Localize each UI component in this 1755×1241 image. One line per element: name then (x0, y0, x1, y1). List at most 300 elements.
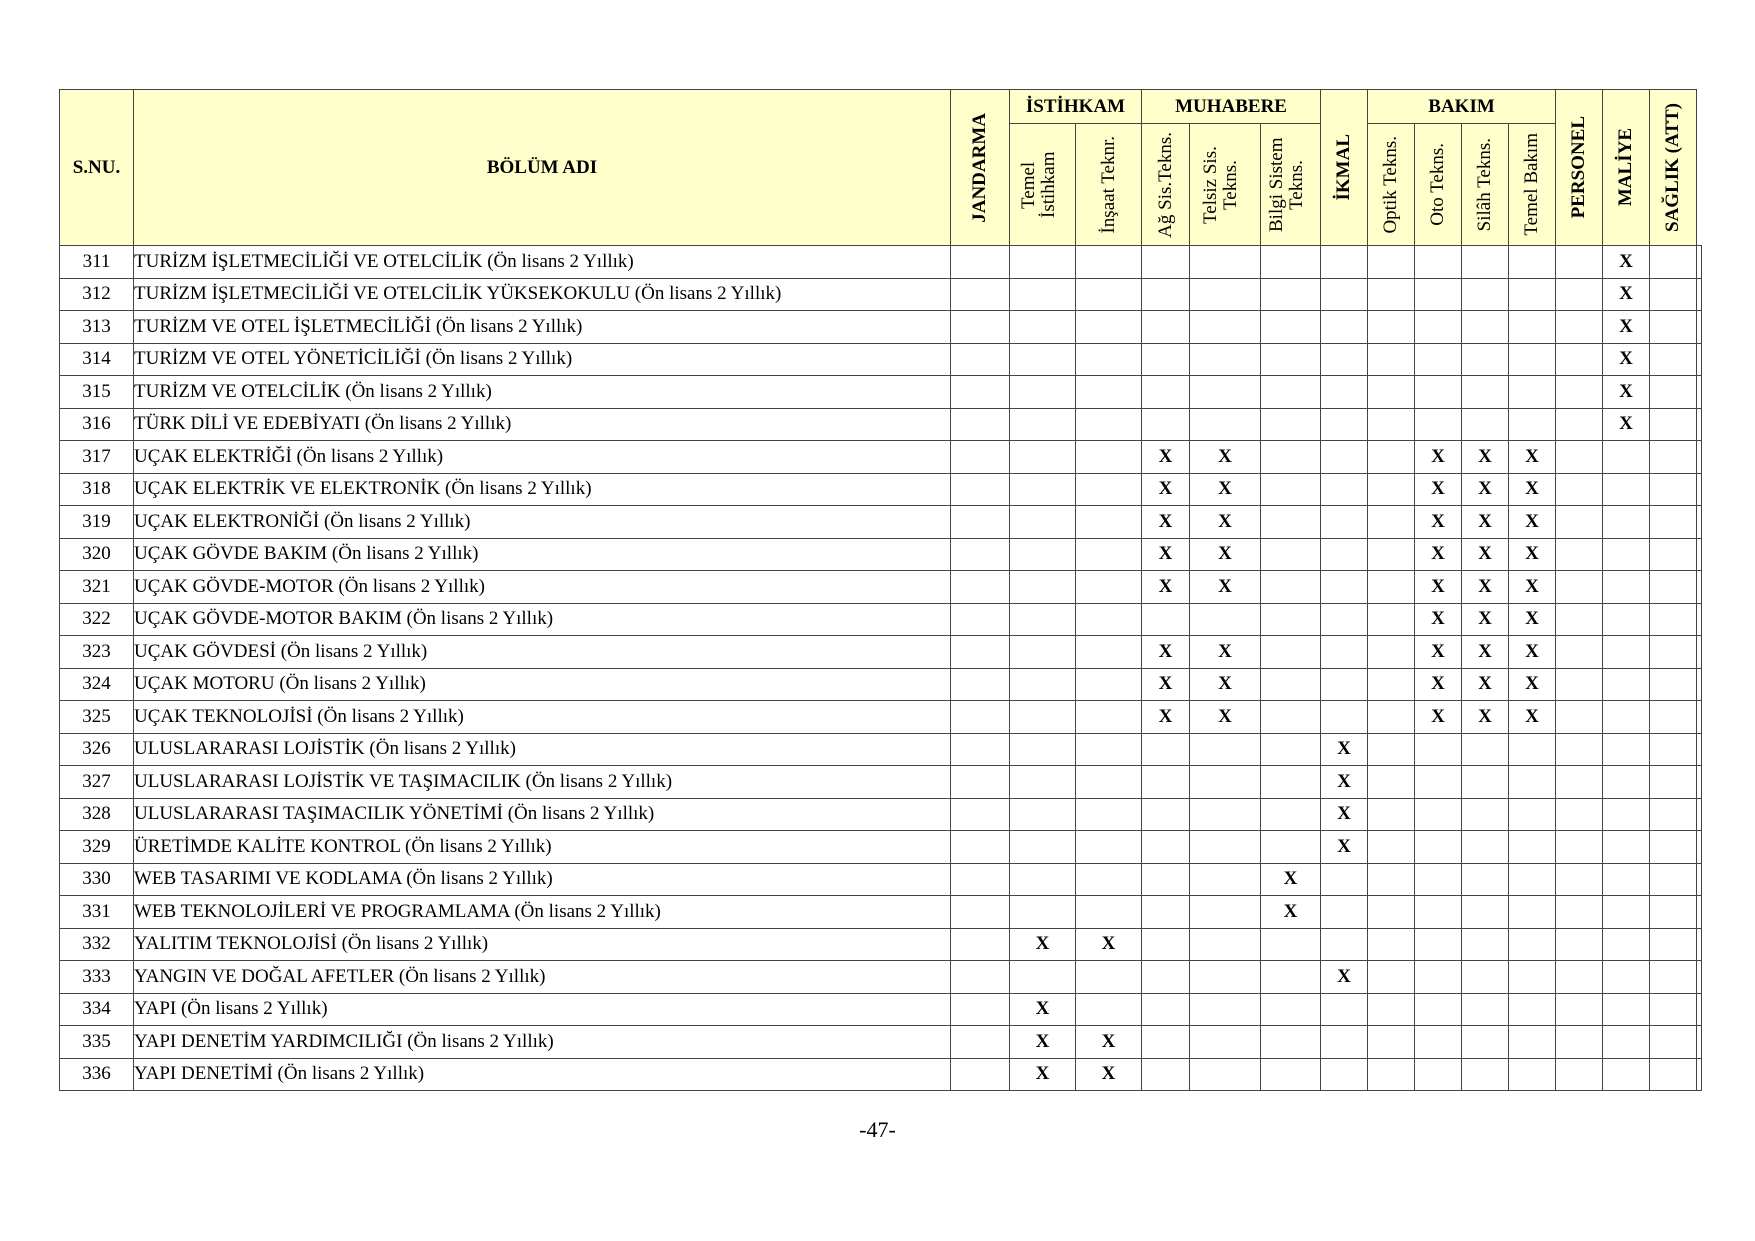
mark-cell (1010, 538, 1076, 571)
mark-cell (1076, 311, 1142, 344)
mark-cell (1697, 278, 1702, 311)
mark-cell (1603, 506, 1650, 539)
mark-cell (1509, 831, 1556, 864)
row-number: 323 (60, 636, 134, 669)
mark-cell (1650, 636, 1697, 669)
mark-cell (1556, 928, 1603, 961)
mark-cell (1650, 798, 1697, 831)
mark-cell (1556, 798, 1603, 831)
mark-cell (1321, 311, 1368, 344)
mark-cell (1076, 636, 1142, 669)
department-name: UÇAK GÖVDE-MOTOR (Ön lisans 2 Yıllık) (134, 571, 951, 604)
mark-cell (1368, 961, 1415, 994)
mark-cell: X (1462, 603, 1509, 636)
mark-cell (1368, 473, 1415, 506)
mark-cell (1010, 766, 1076, 799)
mark-cell (1603, 1058, 1650, 1091)
mark-cell (1190, 896, 1261, 929)
mark-cell: X (1415, 441, 1462, 474)
mark-cell: X (1190, 538, 1261, 571)
row-number: 332 (60, 928, 134, 961)
mark-cell (951, 441, 1010, 474)
mark-cell (1368, 278, 1415, 311)
row-number: 316 (60, 408, 134, 441)
mark-cell (1556, 311, 1603, 344)
mark-cell (1603, 961, 1650, 994)
mark-cell (1261, 441, 1321, 474)
mark-cell: X (1010, 1058, 1076, 1091)
department-name: ULUSLARARASI LOJİSTİK VE TAŞIMACILIK (Ön lisans 2 Yıllık) (134, 766, 951, 799)
mark-cell (1415, 1026, 1462, 1059)
mark-cell (1076, 896, 1142, 929)
header-silah: Silâh Tekns. (1462, 124, 1509, 246)
mark-cell (1261, 603, 1321, 636)
row-number: 326 (60, 733, 134, 766)
mark-cell: X (1509, 668, 1556, 701)
mark-cell (1462, 376, 1509, 409)
mark-cell (1697, 831, 1702, 864)
mark-cell (1190, 343, 1261, 376)
mark-cell (1010, 733, 1076, 766)
mark-cell: X (1321, 766, 1368, 799)
mark-cell (1603, 603, 1650, 636)
mark-cell (1650, 376, 1697, 409)
table-row (60, 766, 1702, 799)
mark-cell (1697, 896, 1702, 929)
mark-cell: X (1603, 246, 1650, 279)
mark-cell (1697, 993, 1702, 1026)
mark-cell: X (1603, 376, 1650, 409)
mark-cell: X (1190, 506, 1261, 539)
table-body (60, 246, 1702, 1091)
mark-cell: X (1603, 408, 1650, 441)
department-name: ÜRETİMDE KALİTE KONTROL (Ön lisans 2 Yıllık) (134, 831, 951, 864)
mark-cell (1462, 278, 1509, 311)
mark-cell (1321, 571, 1368, 604)
table-row (60, 961, 1702, 994)
row-number: 336 (60, 1058, 134, 1091)
mark-cell (1462, 408, 1509, 441)
mark-cell (1190, 733, 1261, 766)
mark-cell (1321, 993, 1368, 1026)
mark-cell (951, 636, 1010, 669)
mark-cell (951, 668, 1010, 701)
mark-cell (1556, 278, 1603, 311)
mark-cell (1415, 376, 1462, 409)
mark-cell: X (1415, 636, 1462, 669)
row-number: 311 (60, 246, 134, 279)
mark-cell (1509, 343, 1556, 376)
row-number: 331 (60, 896, 134, 929)
mark-cell (1603, 441, 1650, 474)
mark-cell (1368, 506, 1415, 539)
department-name: YAPI DENETİMİ (Ön lisans 2 Yıllık) (134, 1058, 951, 1091)
mark-cell: X (1462, 538, 1509, 571)
mark-cell (1261, 311, 1321, 344)
mark-cell: X (1010, 1026, 1076, 1059)
mark-cell (1368, 376, 1415, 409)
mark-cell (1368, 343, 1415, 376)
mark-cell (1076, 246, 1142, 279)
mark-cell (1697, 701, 1702, 734)
mark-cell (1697, 798, 1702, 831)
mark-cell: X (1603, 278, 1650, 311)
mark-cell (1509, 408, 1556, 441)
mark-cell (1190, 928, 1261, 961)
mark-cell (1650, 733, 1697, 766)
mark-cell (1650, 278, 1697, 311)
mark-cell (1321, 278, 1368, 311)
mark-cell (1415, 311, 1462, 344)
table-row (60, 896, 1702, 929)
mark-cell: X (1142, 701, 1190, 734)
header-temel-istihkam: Temel İstihkam (1010, 124, 1076, 246)
mark-cell (1261, 831, 1321, 864)
mark-cell: X (1321, 961, 1368, 994)
mark-cell (1076, 603, 1142, 636)
mark-cell (1261, 993, 1321, 1026)
table-row (60, 668, 1702, 701)
mark-cell (1603, 636, 1650, 669)
table-row (60, 506, 1702, 539)
mark-cell (1142, 603, 1190, 636)
table-row (60, 1026, 1702, 1059)
department-name: TURİZM VE OTELCİLİK (Ön lisans 2 Yıllık) (134, 376, 951, 409)
mark-cell (1076, 376, 1142, 409)
mark-cell (1261, 246, 1321, 279)
mark-cell (1142, 831, 1190, 864)
mark-cell: X (1190, 701, 1261, 734)
mark-cell (1076, 766, 1142, 799)
mark-cell: X (1509, 603, 1556, 636)
header-temel-bakim: Temel Bakım (1509, 124, 1556, 246)
mark-cell: X (1190, 571, 1261, 604)
mark-cell (1697, 538, 1702, 571)
row-number: 324 (60, 668, 134, 701)
table-row (60, 701, 1702, 734)
mark-cell (1462, 993, 1509, 1026)
row-number: 321 (60, 571, 134, 604)
mark-cell (1368, 538, 1415, 571)
mark-cell (1462, 1058, 1509, 1091)
mark-cell (1697, 733, 1702, 766)
mark-cell (1650, 1058, 1697, 1091)
mark-cell (1697, 603, 1702, 636)
mark-cell (1697, 928, 1702, 961)
row-number: 317 (60, 441, 134, 474)
mark-cell (1368, 896, 1415, 929)
header-muhabere: MUHABERE (1142, 90, 1321, 124)
mark-cell (1076, 278, 1142, 311)
mark-cell (1415, 278, 1462, 311)
mark-cell (1462, 863, 1509, 896)
mark-cell (951, 603, 1010, 636)
mark-cell (1650, 863, 1697, 896)
mark-cell: X (1462, 506, 1509, 539)
table-row (60, 376, 1702, 409)
mark-cell (1415, 246, 1462, 279)
mark-cell (1321, 896, 1368, 929)
mark-cell (1650, 1026, 1697, 1059)
mark-cell (1261, 928, 1321, 961)
mark-cell (1650, 538, 1697, 571)
mark-cell (1697, 863, 1702, 896)
mark-cell (1650, 603, 1697, 636)
mark-cell (1190, 798, 1261, 831)
mark-cell (1261, 538, 1321, 571)
mark-cell (1603, 831, 1650, 864)
mark-cell (1603, 766, 1650, 799)
header-ikmal: İKMAL (1321, 90, 1368, 246)
mark-cell (1650, 441, 1697, 474)
department-name: ULUSLARARASI TAŞIMACILIK YÖNETİMİ (Ön lisans 2 Yıllık) (134, 798, 951, 831)
mark-cell: X (1603, 311, 1650, 344)
department-name: UÇAK ELEKTRONİĞİ (Ön lisans 2 Yıllık) (134, 506, 951, 539)
mark-cell (1010, 701, 1076, 734)
mark-cell: X (1462, 571, 1509, 604)
mark-cell (1415, 831, 1462, 864)
mark-cell: X (1509, 506, 1556, 539)
mark-cell (1010, 603, 1076, 636)
mark-cell (1321, 1058, 1368, 1091)
mark-cell: X (1321, 831, 1368, 864)
mark-cell (1603, 993, 1650, 1026)
mark-cell (1556, 246, 1603, 279)
mark-cell (1368, 928, 1415, 961)
mark-cell (1010, 441, 1076, 474)
mark-cell (951, 863, 1010, 896)
mark-cell (1603, 1026, 1650, 1059)
mark-cell (1190, 278, 1261, 311)
mark-cell (1650, 961, 1697, 994)
mark-cell (1261, 343, 1321, 376)
table-row (60, 441, 1702, 474)
mark-cell: X (1509, 538, 1556, 571)
table-row (60, 538, 1702, 571)
mark-cell (1603, 473, 1650, 506)
mark-cell (1076, 538, 1142, 571)
mark-cell (951, 1058, 1010, 1091)
mark-cell (1321, 863, 1368, 896)
header-bakim: BAKIM (1368, 90, 1556, 124)
mark-cell (951, 408, 1010, 441)
header-oto: Oto Tekns. (1415, 124, 1462, 246)
mark-cell (1556, 376, 1603, 409)
mark-cell (951, 831, 1010, 864)
mark-cell (1261, 701, 1321, 734)
header-jandarma: JANDARMA (951, 90, 1010, 246)
mark-cell (1321, 928, 1368, 961)
mark-cell (1261, 636, 1321, 669)
mark-cell (1368, 863, 1415, 896)
mark-cell (1556, 1058, 1603, 1091)
mark-cell (1010, 311, 1076, 344)
mark-cell (951, 343, 1010, 376)
mark-cell (1142, 278, 1190, 311)
mark-cell: X (1415, 571, 1462, 604)
header-personel: PERSONEL (1556, 90, 1603, 246)
mark-cell (951, 896, 1010, 929)
mark-cell: X (1509, 701, 1556, 734)
mark-cell (1603, 863, 1650, 896)
mark-cell (1142, 246, 1190, 279)
mark-cell: X (1321, 798, 1368, 831)
table-row (60, 408, 1702, 441)
mark-cell (1142, 993, 1190, 1026)
table-row (60, 246, 1702, 279)
mark-cell (1697, 311, 1702, 344)
mark-cell (1697, 408, 1702, 441)
mark-cell (1415, 993, 1462, 1026)
mark-cell (1697, 961, 1702, 994)
mark-cell (1415, 408, 1462, 441)
mark-cell (1368, 636, 1415, 669)
mark-cell (1076, 473, 1142, 506)
header-telsiz: Telsiz Sis. Tekns. (1190, 124, 1261, 246)
mark-cell (1190, 1026, 1261, 1059)
mark-cell (1697, 1026, 1702, 1059)
department-name: UÇAK GÖVDE-MOTOR BAKIM (Ön lisans 2 Yıllık) (134, 603, 951, 636)
header-name: BÖLÜM ADI (134, 90, 951, 246)
row-number: 335 (60, 1026, 134, 1059)
mark-cell (1142, 928, 1190, 961)
mark-cell (1556, 961, 1603, 994)
mark-cell (1321, 668, 1368, 701)
mark-cell (1010, 863, 1076, 896)
mark-cell (951, 961, 1010, 994)
table-row (60, 343, 1702, 376)
mark-cell (1368, 831, 1415, 864)
mark-cell (1462, 766, 1509, 799)
table-row (60, 636, 1702, 669)
mark-cell (1368, 798, 1415, 831)
table-row (60, 473, 1702, 506)
mark-cell: X (1261, 896, 1321, 929)
mark-cell: X (1462, 701, 1509, 734)
department-name: UÇAK MOTORU (Ön lisans 2 Yıllık) (134, 668, 951, 701)
mark-cell (1076, 408, 1142, 441)
mark-cell (1368, 441, 1415, 474)
mark-cell (1556, 831, 1603, 864)
mark-cell (1368, 993, 1415, 1026)
mark-cell (1321, 376, 1368, 409)
mark-cell (1321, 408, 1368, 441)
mark-cell (1556, 473, 1603, 506)
mark-cell (1415, 733, 1462, 766)
mark-cell (1462, 928, 1509, 961)
mark-cell (1368, 668, 1415, 701)
department-name: TURİZM İŞLETMECİLİĞİ VE OTELCİLİK YÜKSEKOKULU (Ön lisans 2 Yıllık) (134, 278, 951, 311)
mark-cell (1010, 636, 1076, 669)
mark-cell (951, 278, 1010, 311)
table-row (60, 993, 1702, 1026)
mark-cell (1462, 896, 1509, 929)
mark-cell (1190, 246, 1261, 279)
mark-cell (1462, 246, 1509, 279)
mark-cell (1190, 603, 1261, 636)
table-row (60, 863, 1702, 896)
mark-cell (1415, 863, 1462, 896)
mark-cell (1010, 506, 1076, 539)
mark-cell (1321, 441, 1368, 474)
mark-cell (1556, 668, 1603, 701)
mark-cell (1261, 408, 1321, 441)
mark-cell (1142, 343, 1190, 376)
mark-cell (1261, 1026, 1321, 1059)
mark-cell (1603, 571, 1650, 604)
mark-cell (1010, 246, 1076, 279)
mark-cell (1509, 993, 1556, 1026)
mark-cell (1509, 896, 1556, 929)
mark-cell (1368, 1026, 1415, 1059)
mark-cell (1697, 246, 1702, 279)
mark-cell (1142, 311, 1190, 344)
mark-cell (1509, 863, 1556, 896)
mark-cell (1190, 831, 1261, 864)
mark-cell (1076, 343, 1142, 376)
mark-cell (1261, 473, 1321, 506)
mark-cell (1261, 506, 1321, 539)
mark-cell (1509, 733, 1556, 766)
mark-cell (1556, 766, 1603, 799)
mark-cell (1603, 733, 1650, 766)
mark-cell: X (1415, 538, 1462, 571)
mark-cell (1509, 766, 1556, 799)
mark-cell (1010, 343, 1076, 376)
mark-cell: X (1190, 636, 1261, 669)
mark-cell (1368, 766, 1415, 799)
mark-cell (1650, 506, 1697, 539)
department-name: UÇAK GÖVDESİ (Ön lisans 2 Yıllık) (134, 636, 951, 669)
mark-cell (1415, 1058, 1462, 1091)
mark-cell (1556, 506, 1603, 539)
mark-cell: X (1415, 701, 1462, 734)
mark-cell (1415, 961, 1462, 994)
department-name: ULUSLARARASI LOJİSTİK (Ön lisans 2 Yıllık) (134, 733, 951, 766)
header-snu: S.NU. (60, 90, 134, 246)
row-number: 319 (60, 506, 134, 539)
department-name: TURİZM VE OTEL İŞLETMECİLİĞİ (Ön lisans 2 Yıllık) (134, 311, 951, 344)
mark-cell (1321, 603, 1368, 636)
mark-cell (951, 311, 1010, 344)
mark-cell (1142, 733, 1190, 766)
mark-cell: X (1142, 668, 1190, 701)
mark-cell (1190, 993, 1261, 1026)
table-row (60, 1058, 1702, 1091)
mark-cell (1010, 376, 1076, 409)
mark-cell (1556, 538, 1603, 571)
row-number: 325 (60, 701, 134, 734)
mark-cell (1190, 961, 1261, 994)
mark-cell (1509, 928, 1556, 961)
mark-cell (1190, 311, 1261, 344)
mark-cell (1509, 376, 1556, 409)
mark-cell (1556, 408, 1603, 441)
department-name: YALITIM TEKNOLOJİSİ (Ön lisans 2 Yıllık) (134, 928, 951, 961)
row-number: 318 (60, 473, 134, 506)
mark-cell: X (1462, 441, 1509, 474)
mark-cell (1603, 701, 1650, 734)
header-ag-sis: Ağ Sis.Tekns. (1142, 124, 1190, 246)
mark-cell (1556, 863, 1603, 896)
mark-cell: X (1142, 506, 1190, 539)
mark-cell (1142, 766, 1190, 799)
mark-cell: X (1509, 441, 1556, 474)
mark-cell (951, 766, 1010, 799)
mark-cell (951, 928, 1010, 961)
mark-cell (1697, 473, 1702, 506)
mark-cell (1415, 798, 1462, 831)
